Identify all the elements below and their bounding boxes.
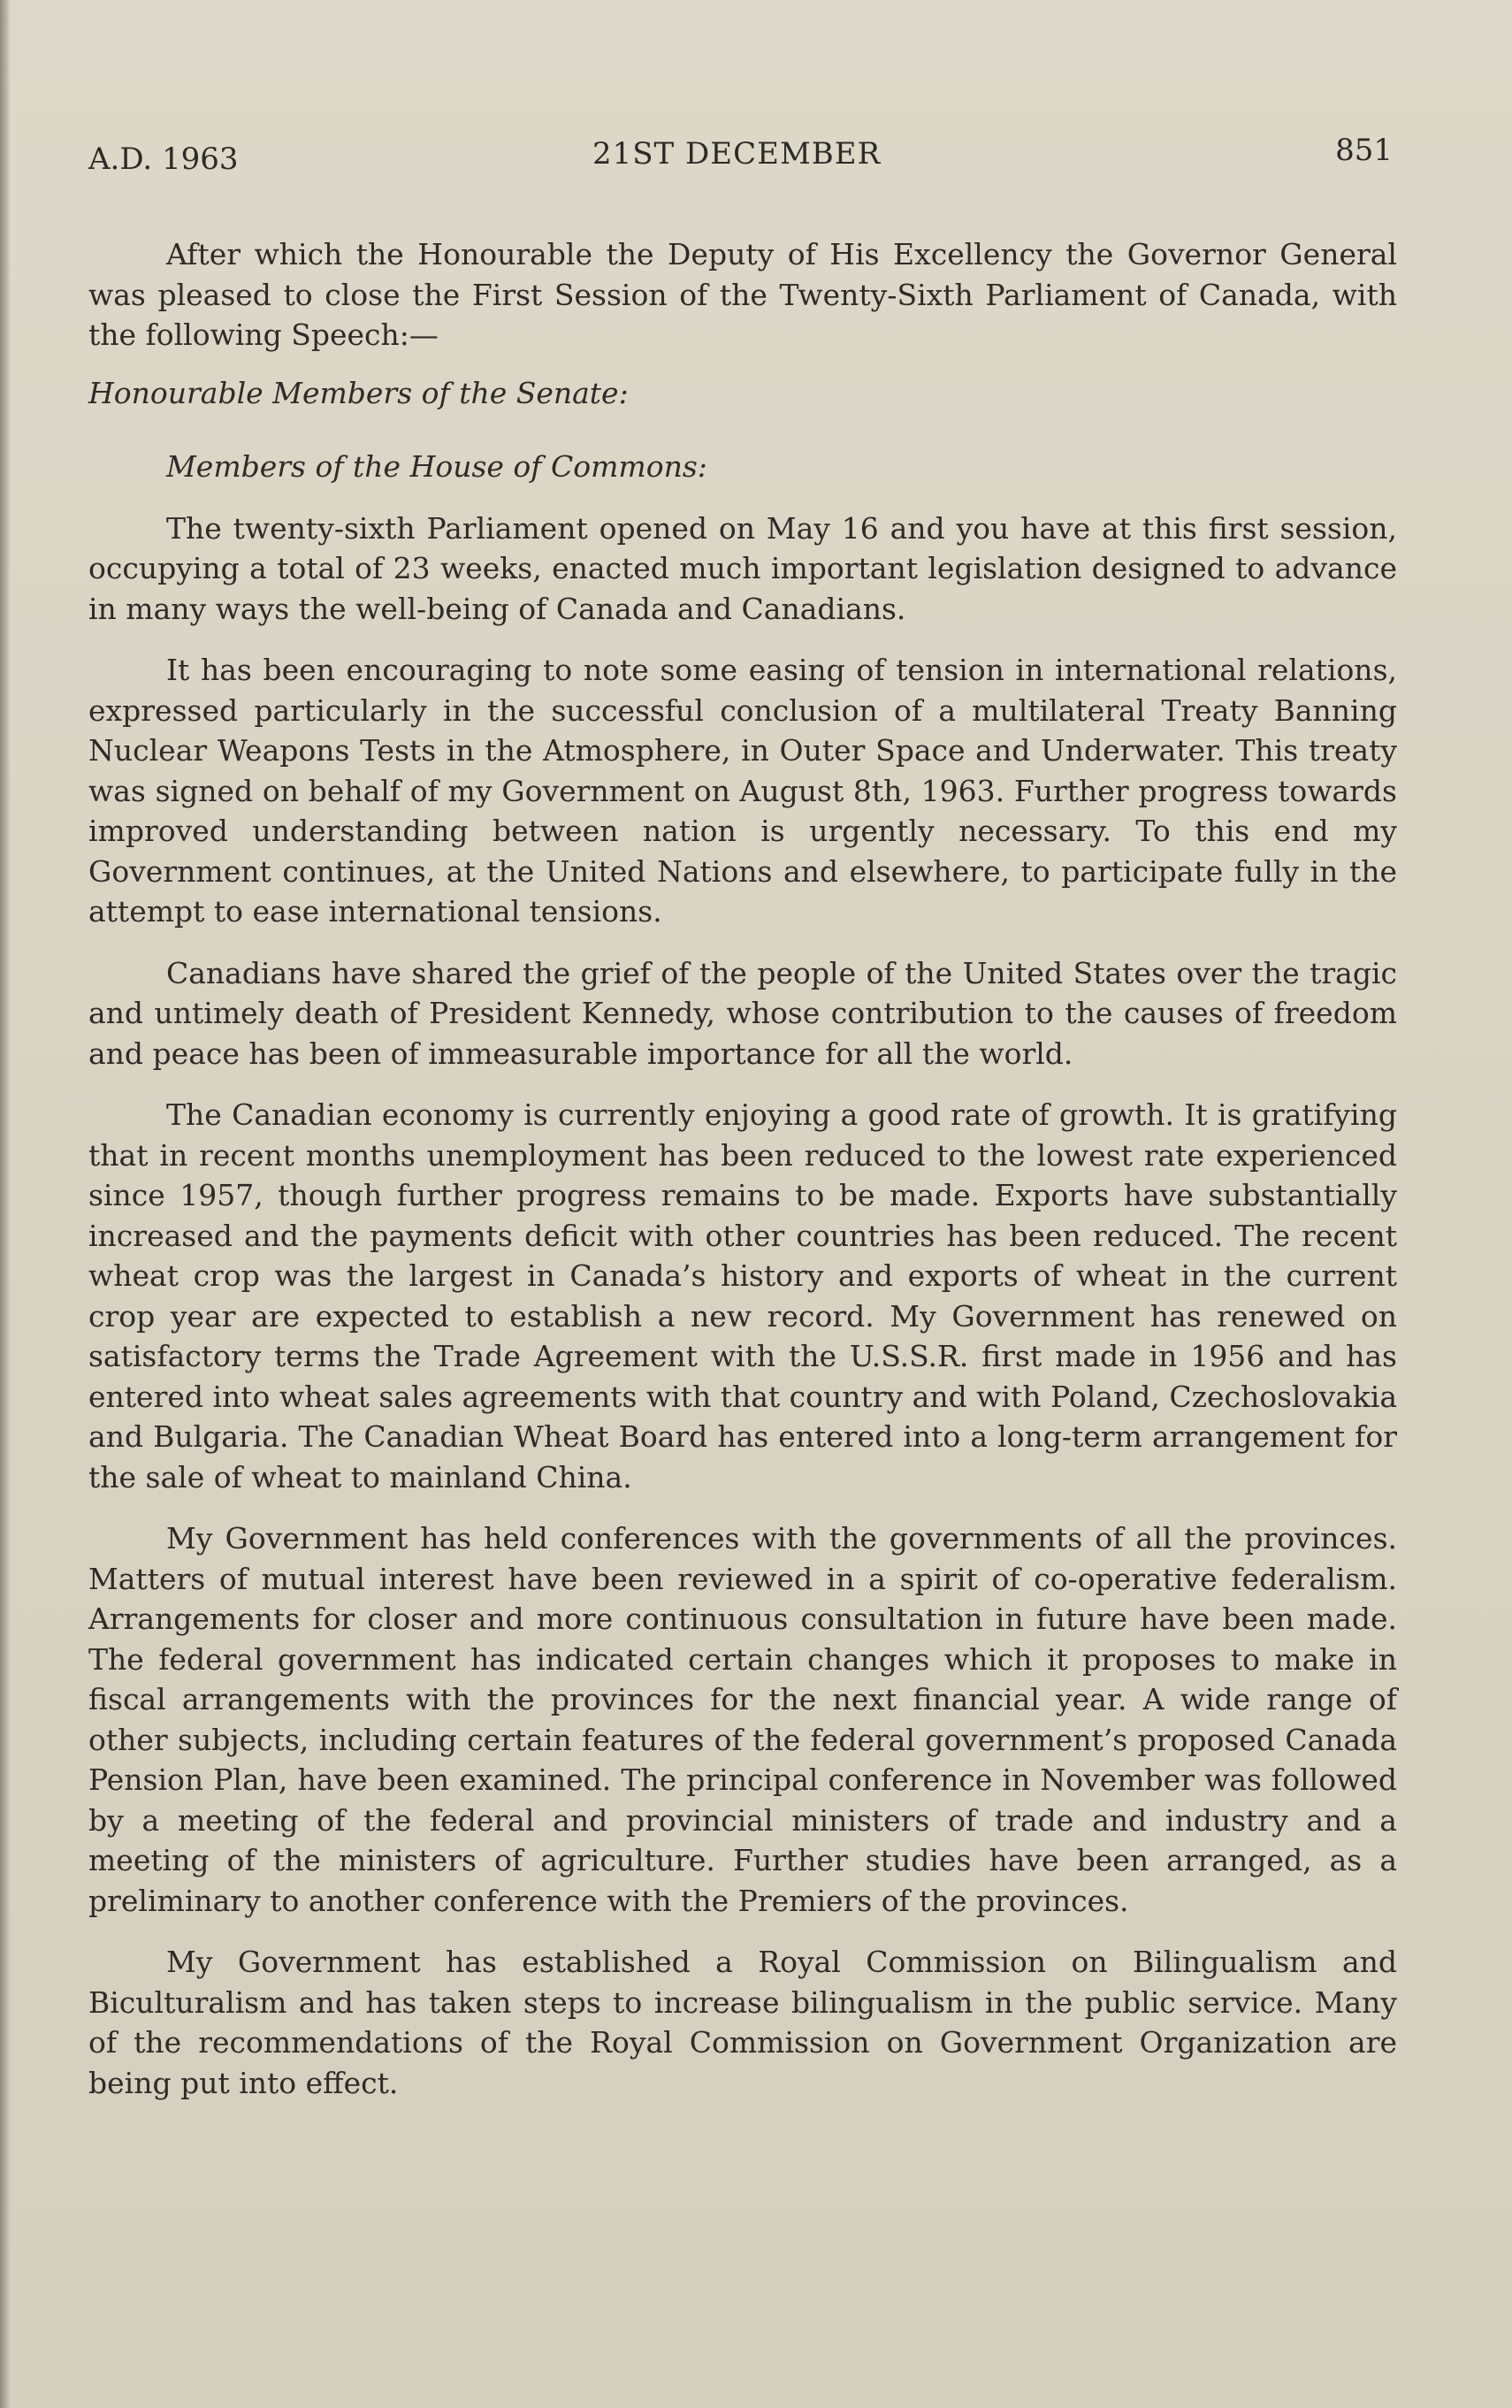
header-date: 21ST DECEMBER bbox=[592, 136, 882, 172]
running-header bbox=[88, 133, 1393, 186]
paragraph-president-kennedy: Canadians have shared the grief of the people of the United States over the tragic and untimely death of President Kennedy, whose contribution to the causes of freedom and peace has been of immeasurable importance for all the world. bbox=[88, 955, 1397, 1071]
speech-body bbox=[88, 234, 1397, 2124]
paragraph-international-relations: It has been encouraging to note some easing of tension in international relations, expressed particularly in the successful conclusion of a multilateral Treaty Banning Nuclear Weapons Tests in the Atmosphere, in Outer Space and Underwater. This treaty was signed on behalf of my Government on August 8th, 1963. Further progress towards improved understanding between nation is urgently necessary. To this end my Government continues, at the United Nations and elsewhere, to participate fully in the attempt to ease international tensions. bbox=[88, 653, 1397, 929]
salutation-commons: Members of the House of Commons: bbox=[166, 449, 707, 484]
paragraph-parliament-session: The twenty-sixth Parliament opened on May 16 and you have at this first session, occupying a total of 23 weeks, enacted much important legislation designed to advance in many ways the well-being of Canada and Canadians. bbox=[88, 510, 1397, 626]
intro-paragraph: After which the Honourable the Deputy of His Excellency the Governor General was pleased to close the First Session of the Twenty-Sixth Parliament of Canada, with the following Speech:— bbox=[88, 237, 1397, 352]
paragraph-canadian-economy: The Canadian economy is currently enjoying a good rate of growth. It is gratifying that in recent months unemployment has been reduced to the lowest rate experienced since 1957, though further progress remains to be made. Exports have substantially increased and the payments deficit with other countries has been reduced. The recent wheat crop was the largest in Canada’s history and exports of wheat in the current crop year are expected to establish a new record. My Government has renewed on satisfactory terms the Trade Agreement with the U.S.S.R. first made in 1956 and has entered into wheat sales agreements with that country and with Poland, Czechoslovakia and Bulgaria. The Canadian Wheat Board has entered into a long-term arrangement for the sale of wheat to mainland China. bbox=[88, 1097, 1397, 1494]
salutation-senate: Honourable Members of the Senate: bbox=[88, 375, 629, 410]
paragraph-provincial-conferences: My Government has held conferences with the governments of all the provinces. Matters of mutual interest have been reviewed in a spirit of co-operative federalism. Arrangements for closer and more continuous consultation in future have been made. The federal government has indicated certain changes which it proposes to make in fiscal arrangements with the provinces for the next financial year. A wide range of other subjects, including certain features of the federal government’s proposed Canada Pension Plan, have been examined. The principal conference in November was followed by a meeting of the federal and provincial ministers of trade and industry and a meeting of the ministers of agriculture. Further studies have been arranged, as a preliminary to another conference with the Premiers of the provinces. bbox=[88, 1521, 1397, 1918]
paragraph-royal-commission: My Government has established a Royal Commission on Bilingualism and Biculturalism and has taken steps to increase bilingualism in the public service. Many of the recommendations of the Royal Commission on Government Organization are being put into effect. bbox=[88, 1945, 1397, 2100]
page-number: 851 bbox=[1335, 133, 1393, 168]
header-year: A.D. 1963 bbox=[88, 141, 239, 177]
